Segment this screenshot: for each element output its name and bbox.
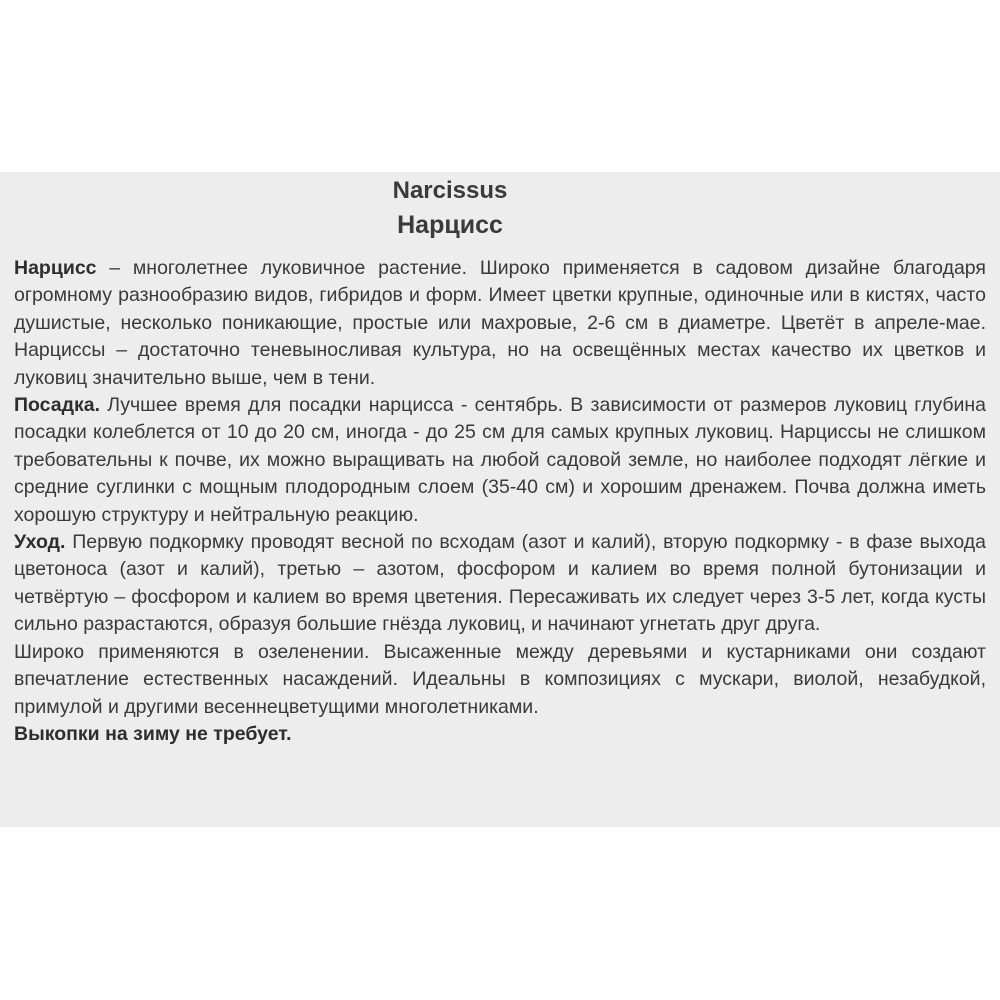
paragraph-care [14, 529, 986, 639]
paragraph-planting [14, 392, 986, 529]
paragraph-lead: Посадка. [14, 394, 100, 417]
paragraph-body: Первую подкормку проводят весной по всходам (азот и калий), вторую подкормку - в фазе выхода цветоноса (азот и калий), третью – азотом, фосфором и калием во время полной бутонизации и четвёртую – фосфором и калием во время цветения. Пересаживать их следует через 3-5 лет, когда кусты сильно разрастаются, образуя большие гнёзда луковиц, и начинают угнетать друг друга. [14, 531, 986, 636]
paragraph-usage [14, 639, 986, 721]
paragraph-body: Широко применяются в озеленении. Высаженные между деревьями и кустарниками они создают впечатление естественных насаждений. Идеальны в композициях с мускари, виолой, незабудкой, примулой и другими весеннецветущими многолетниками. [14, 640, 986, 718]
plant-info-card [0, 172, 1000, 827]
paragraph-body: – многолетнее луковичное растение. Широко применяется в садовом дизайне благодаря огромному разнообразию видов, гибридов и форм. Имеет цветки крупные, одиночные или в кистях, часто душистые, несколько поникающие, простые или махровые, 2-6 см в диаметре. Цветёт в апреле-мае. Нарциссы – достаточно теневыносливая культура, но на освещённых местах качество их цветков и луковиц значительно выше, чем в тени. [14, 257, 986, 389]
russian-name-title: Нарцисс [397, 211, 503, 239]
paragraph-description [14, 255, 986, 392]
description-text [14, 255, 986, 748]
paragraph-lead: Уход. [14, 531, 66, 554]
title-block [0, 174, 900, 242]
paragraph-body: Лучшее время для посадки нарцисса - сентябрь. В зависимости от размеров луковиц глубина посадки колеблется от 10 до 20 см, иногда - до 25 см для самых крупных луковиц. Нарциссы не слишком требовательны к почве, их можно выращивать на любой садовой земле, но наиболее подходят лёгкие и средние суглинки с мощным плодородным слоем (35-40 см) и хорошим дренажем. Почва должна иметь хорошую структуру и нейтральную реакцию. [14, 394, 986, 526]
latin-name-title: Narcissus [392, 177, 508, 204]
paragraph-lead: Нарцисс [14, 257, 97, 279]
closing-note: Выкопки на зиму не требует. [14, 722, 292, 745]
